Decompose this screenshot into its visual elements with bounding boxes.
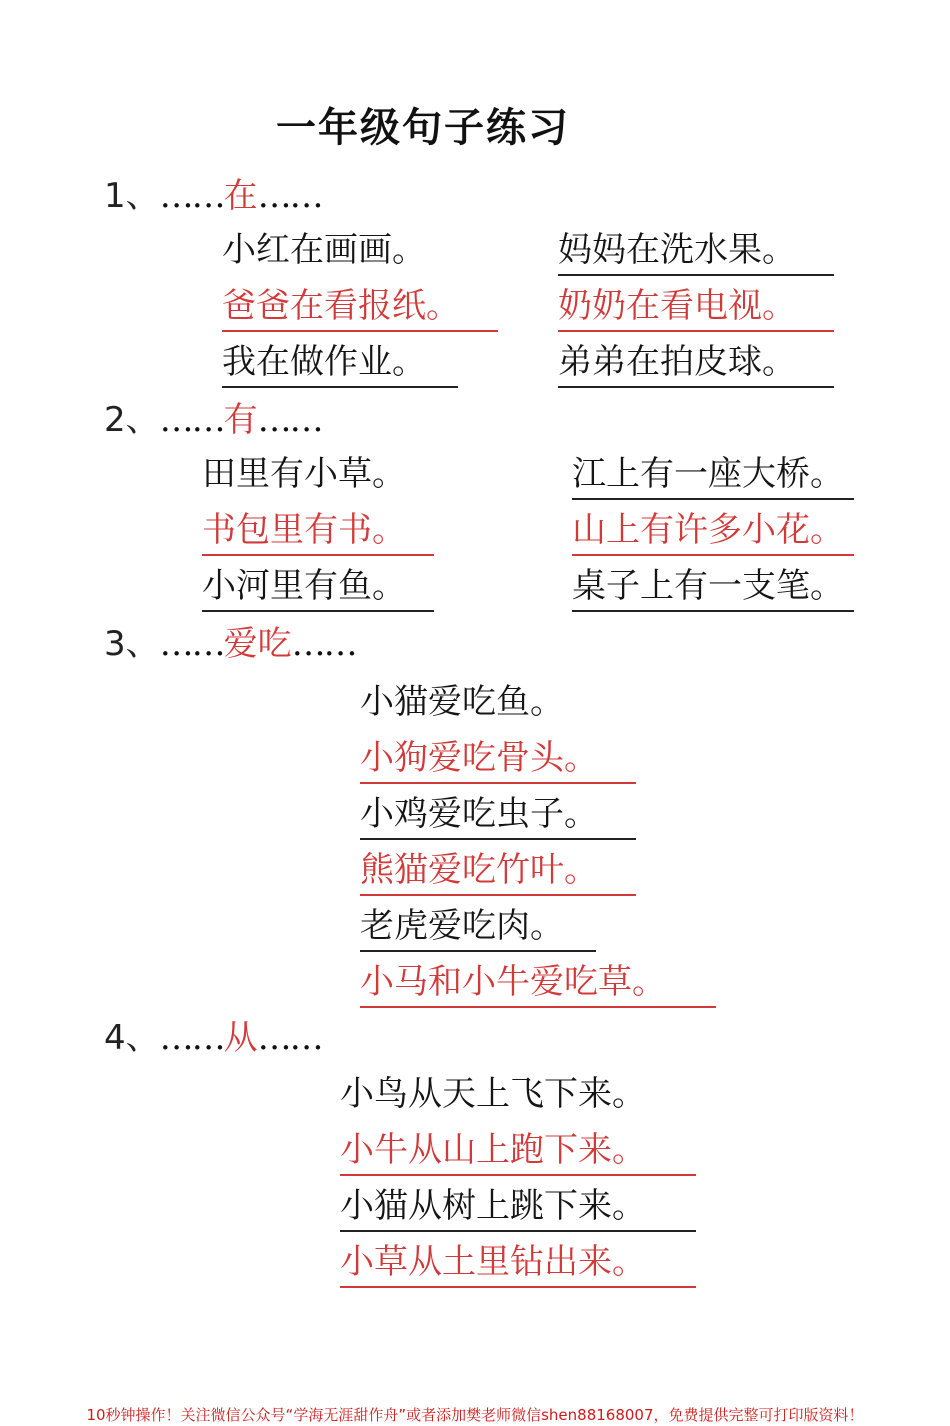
sentence: 小草从土里钻出来。 xyxy=(340,1240,696,1288)
section-heading-4 xyxy=(104,1018,322,1058)
sentence: 小猫爱吃鱼。 xyxy=(360,682,564,722)
sentence: 小红在画画。 xyxy=(222,230,426,270)
section-number: 4、 xyxy=(104,1018,160,1058)
section-dots-left: …… xyxy=(159,176,224,216)
section-dots-left: …… xyxy=(159,1018,224,1058)
page-title: 一年级句子练习 xyxy=(276,105,570,151)
sentence: 小鸡爱吃虫子。 xyxy=(360,792,636,840)
section-dots-right: …… xyxy=(257,1018,322,1058)
sentence: 小牛从山上跑下来。 xyxy=(340,1128,696,1176)
section-heading-1 xyxy=(104,176,322,216)
sentence: 小鸟从天上飞下来。 xyxy=(340,1074,646,1114)
section-dots-right: …… xyxy=(257,400,322,440)
section-dots-right: …… xyxy=(257,176,322,216)
section-keyword: 有 xyxy=(223,400,258,440)
section-keyword: 在 xyxy=(223,176,258,216)
sentence: 桌子上有一支笔。 xyxy=(572,564,854,612)
section-number: 3、 xyxy=(104,624,160,664)
sentence: 小马和小牛爱吃草。 xyxy=(360,960,716,1008)
sentence: 熊猫爱吃竹叶。 xyxy=(360,848,636,896)
footer-notice: 10秒钟操作！关注微信公众号“学海无涯甜作舟”或者添加樊老师微信shen88168007，免费提供完整可打印版资料！ xyxy=(86,1406,864,1424)
sentence: 田里有小草。 xyxy=(202,454,406,494)
sentence: 奶奶在看电视。 xyxy=(558,284,834,332)
sentence: 爸爸在看报纸。 xyxy=(222,284,498,332)
section-heading-2 xyxy=(104,400,322,440)
section-keyword: 从 xyxy=(223,1018,258,1058)
sentence: 妈妈在洗水果。 xyxy=(558,228,834,276)
section-dots-left: …… xyxy=(159,400,224,440)
sentence: 我在做作业。 xyxy=(222,340,458,388)
sentence: 山上有许多小花。 xyxy=(572,508,854,556)
section-dots-left: …… xyxy=(159,624,224,664)
section-keyword: 爱吃 xyxy=(223,624,292,664)
sentence: 江上有一座大桥。 xyxy=(572,452,854,500)
section-heading-3 xyxy=(104,624,356,664)
sentence: 书包里有书。 xyxy=(202,508,434,556)
sentence: 小河里有鱼。 xyxy=(202,564,434,612)
sentence: 小狗爱吃骨头。 xyxy=(360,736,636,784)
section-dots-right: …… xyxy=(291,624,356,664)
section-number: 1、 xyxy=(104,176,160,216)
sentence: 老虎爱吃肉。 xyxy=(360,904,596,952)
sentence: 弟弟在拍皮球。 xyxy=(558,340,834,388)
section-number: 2、 xyxy=(104,400,160,440)
sentence: 小猫从树上跳下来。 xyxy=(340,1184,696,1232)
